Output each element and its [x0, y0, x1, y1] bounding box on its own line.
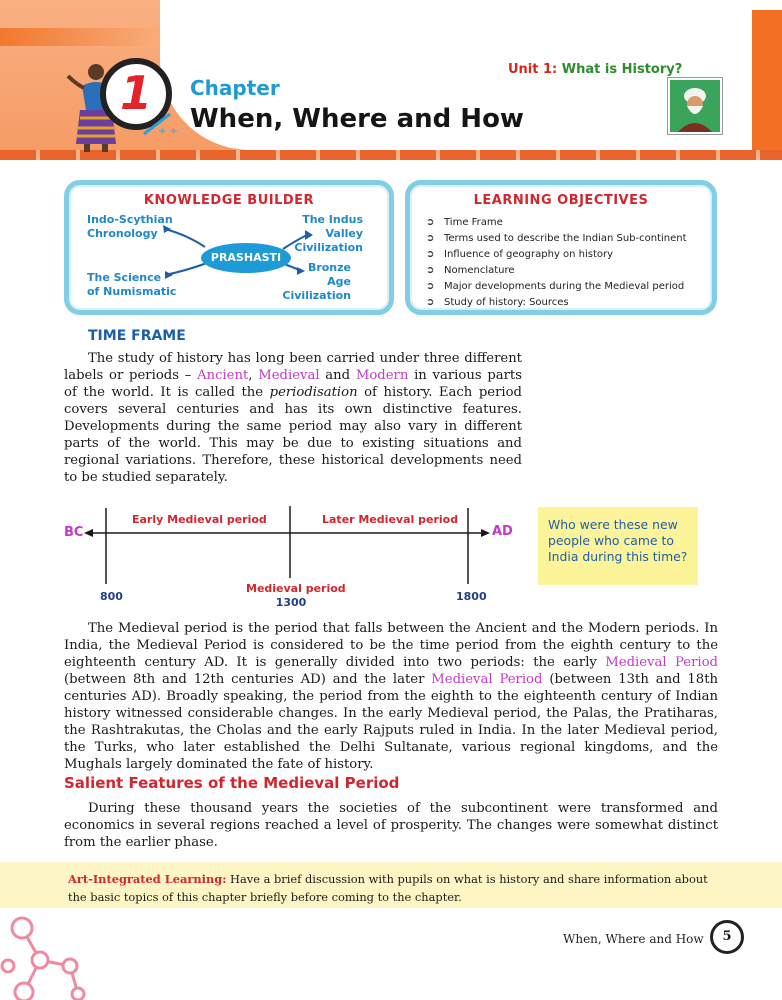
term-medieval-period: Medieval Period — [431, 672, 543, 687]
arrow-bullet-icon: ➲ — [426, 249, 435, 260]
learning-objectives-title: LEARNING OBJECTIVES — [473, 193, 649, 208]
year-1800-label: 1800 — [456, 590, 487, 603]
text-run: , — [248, 368, 259, 383]
knowledge-node: The Indus Valley Civilization — [294, 213, 363, 254]
header-right-tab — [752, 10, 782, 150]
time-frame-heading: TIME FRAME — [88, 328, 186, 344]
term-medieval: Medieval — [258, 368, 320, 383]
knowledge-builder-title: KNOWLEDGE BUILDER — [143, 193, 315, 208]
historian-portrait-icon — [670, 80, 720, 132]
wrench-decoration-icon — [140, 108, 180, 138]
arrow-bullet-icon: ➲ — [426, 217, 435, 228]
learning-objectives-box — [405, 180, 717, 315]
list-item — [426, 279, 687, 295]
molecule-decoration-icon — [0, 906, 90, 1000]
term-periodisation: periodisation — [269, 385, 358, 400]
objective-text: Time Frame — [444, 217, 503, 228]
list-item — [426, 215, 687, 231]
year-800-label: 800 — [100, 590, 123, 603]
objectives-list — [426, 215, 687, 311]
unit-heading — [508, 62, 682, 77]
list-item — [426, 295, 687, 311]
svg-text:+ ÷: + ÷ — [158, 126, 178, 137]
text-run: The Medieval period is the period that falls between the Ancient and the Modern periods. In India, the Medieval Period is considered to be the time period from the eighth century to the eighteenth century AD. It is generally divided into two periods: the early — [64, 621, 718, 670]
medieval-timeline — [60, 506, 526, 610]
later-medieval-label: Later Medieval period — [322, 513, 459, 526]
arrow-bullet-icon: ➲ — [426, 281, 435, 292]
objective-text: Terms used to describe the Indian Sub-continent — [444, 233, 687, 244]
objective-text: Nomenclature — [444, 265, 515, 276]
salient-features-heading: Salient Features of the Medieval Period — [64, 774, 400, 792]
arrow-bullet-icon: ➲ — [426, 265, 435, 276]
footer-chapter-title: When, Where and How — [563, 932, 704, 946]
term-modern: Modern — [355, 368, 409, 383]
art-integrated-text: Have a brief discussion with pupils on what is history and share information about the basic topics of this chapter briefly before coming to the chapter. — [68, 872, 708, 904]
text-run: (between 13th and 18th centuries AD). Broadly speaking, the period from the eighth to the eighteenth century of Indian history witnessed considerable changes. In the early Medieval period, the Palas, the Pratiharas, the Rashtrakutas, the Cholas and the early Rajputs ruled in India. In the later Medieval period, the Turks, who later established the Delhi Sultanate, various regional kingdoms, and the Mughals largely dominated the fate of history. — [64, 672, 718, 772]
list-item — [426, 231, 687, 247]
list-item — [426, 263, 687, 279]
list-item — [426, 247, 687, 263]
medieval-period-paragraph — [64, 620, 718, 773]
knowledge-center-node: PRASHASTI — [201, 243, 291, 273]
arrow-bullet-icon: ➲ — [426, 297, 435, 308]
knowledge-builder-box — [64, 180, 394, 315]
chapter-title: When, Where and How — [190, 104, 524, 134]
arrow-bullet-icon: ➲ — [426, 233, 435, 244]
knowledge-node: Indo-Scythian Chronology — [87, 213, 173, 240]
timeline-ad-label: AD — [492, 524, 513, 539]
time-frame-paragraph — [64, 350, 522, 486]
salient-features-paragraph: During these thousand years the societies of the subcontinent were transformed and economics in several regions reached a level of prosperity. The changes were somewhat distinct from the earlier phase. — [64, 801, 718, 850]
early-medieval-label: Early Medieval period — [132, 513, 267, 526]
page-number: 5 — [710, 920, 744, 954]
text-run: of history. Each period covers several centuries and has its own distinctive features. Developments during the same period may also vary in different parts of the world. This may be due to existing situations and regional variations. Therefore, these historical developments need to be studied separately. — [64, 385, 522, 485]
unit-prefix: Unit 1: — [508, 62, 558, 77]
objective-text: Major developments during the Medieval period — [444, 281, 685, 292]
art-integrated-label: Art-Integrated Learning: — [68, 872, 227, 886]
knowledge-node: Bronze Age Civilization — [282, 261, 351, 302]
objective-text: Influence of geography on history — [444, 249, 614, 260]
chapter-number-badge: 1 — [100, 58, 172, 130]
knowledge-node: The Science of Numismatic — [87, 271, 177, 298]
year-1300-label: 1300 — [275, 596, 307, 609]
unit-name: What is History? — [561, 62, 683, 77]
term-medieval-period: Medieval Period — [605, 655, 718, 670]
art-integrated-note — [68, 870, 720, 906]
question-callout: Who were these new people who came to India during this time? — [538, 507, 698, 585]
objective-text: Study of history: Sources — [444, 297, 569, 308]
historian-portrait — [668, 78, 722, 134]
text-run: and — [319, 368, 356, 383]
text-run: The study of history has long been carried under three different labels or periods – — [64, 351, 522, 383]
timeline-bc-label: BC — [64, 525, 84, 540]
chapter-label: Chapter — [190, 76, 280, 100]
medieval-midpoint-label: Medieval period — [246, 582, 346, 595]
text-run: in various parts of the world. It is called the — [64, 368, 523, 400]
term-ancient: Ancient — [197, 368, 249, 383]
text-run: (between 8th and 12th centuries AD) and the later — [64, 672, 432, 687]
